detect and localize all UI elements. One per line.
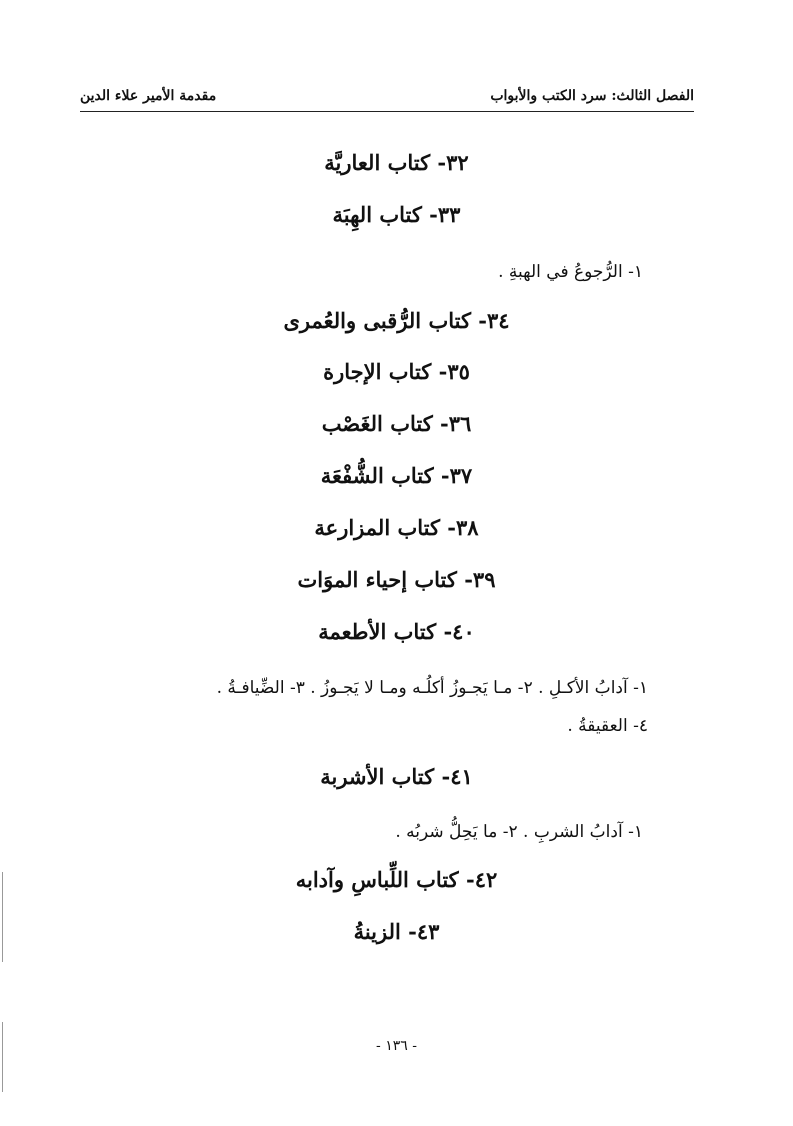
book-title: كتاب اللِّباسِ وآدابه [295,867,459,892]
book-number: ٣٤ [486,308,510,333]
book-heading: ٤٠- كتاب الأطعمة [318,619,475,644]
book-heading: ٤٣- الزينةُ [353,919,440,944]
book-title: كتاب الأشربة [320,764,435,789]
book-heading: ٣٧- كتاب الشُّفْعَة [320,463,473,488]
book-number: ٣٧ [449,463,473,488]
book-number: ٣٢ [446,150,469,175]
book-number: ٣٥ [447,359,470,384]
book-number: ٣٩ [472,567,496,592]
book-title: الزينةُ [353,919,401,944]
book-number: ٣٨ [456,515,479,540]
book-title: كتاب العاريَّة [324,150,431,175]
book-heading: ٤١- كتاب الأشربة [320,764,473,789]
chapter-list: ٤- العقيقةُ . [567,716,648,736]
book-title: كتاب الرُّقبى والعُمرى [283,308,471,333]
book-number: ٤٣ [416,919,440,944]
book-heading: ٣٥- كتاب الإجارة [323,359,470,384]
book-heading: ٣٦- كتاب الغَصْب [321,411,472,436]
chapter-list: ١- آدابُ الأكـلِ . ٢- مـا يَجـوزُ أكلُـه ومـا لا يَجـوزُ . ٣- الضِّيافـةُ . [216,678,648,698]
book-title: كتاب الأطعمة [318,619,437,644]
book-title: كتاب الغَصْب [321,411,433,436]
book-heading: ٣٩- كتاب إحياء الموَات [297,567,496,592]
book-title: كتاب المزارعة [314,515,440,540]
book-name: مقدمة الأمير علاء الدين [80,88,217,104]
chapter-list: ١- الرُّجوعُ في الهبةِ . [498,262,643,282]
book-title: كتاب إحياء الموَات [297,567,457,592]
book-number: ٣٣ [437,202,461,227]
book-title: كتاب الإجارة [323,359,432,384]
book-number: ٣٦ [448,411,472,436]
book-heading: ٣٤- كتاب الرُّقبى والعُمرى [283,308,510,333]
book-heading: ٣٨- كتاب المزارعة [314,515,479,540]
book-title: كتاب الهِبَة [332,202,422,227]
page-number: - ١٣٦ - [376,1038,417,1054]
book-heading: ٣٢- كتاب العاريَّة [324,150,469,175]
margin-scan-mark [2,872,3,962]
running-header [80,84,694,110]
header-rule [80,111,694,112]
book-title: كتاب الشُّفْعَة [320,463,434,488]
chapter-title: الفصل الثالث: سرد الكتب والأبواب [490,88,694,104]
book-number: ٤٠ [452,619,475,644]
chapter-list: ١- آدابُ الشربِ . ٢- ما يَحِلُّ شربُه . [395,822,643,842]
book-number: ٤١ [450,764,473,789]
book-number: ٤٢ [474,867,498,892]
margin-scan-mark [2,1022,3,1092]
book-heading: ٤٢- كتاب اللِّباسِ وآدابه [295,867,498,892]
book-heading: ٣٣- كتاب الهِبَة [332,202,461,227]
